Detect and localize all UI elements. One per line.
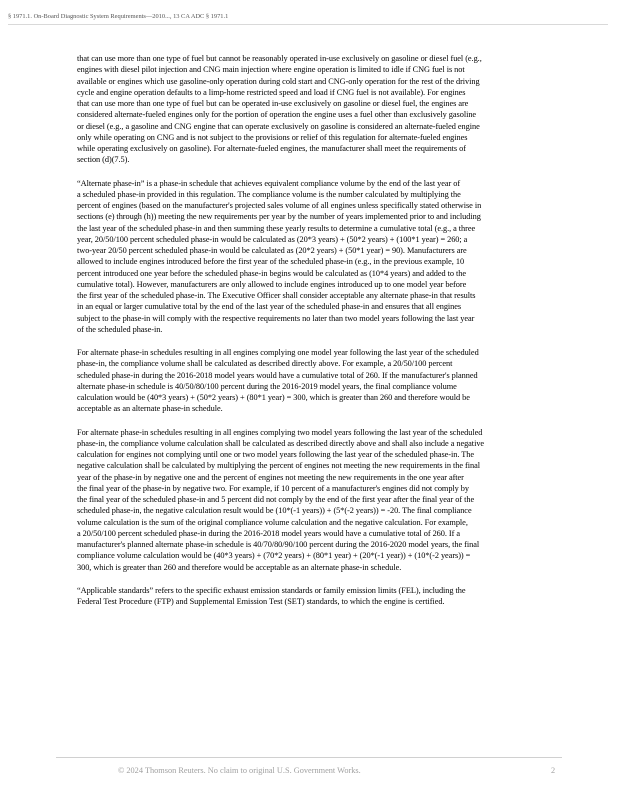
paragraph-applicable-standards: “Applicable standards” refers to the specific exhaust emission standards or family emission limits (FEL), including the Federal Test Procedure (FTP) and Supplemental Emission Test (SET) standards, to which the engine is certified. (77, 585, 466, 606)
page-number: 2 (551, 766, 556, 775)
running-header: § 1971.1. On-Board Diagnostic System Requirements—2010..., 13 CA ADC § 1971.1 (8, 13, 229, 20)
paragraph-two-year-phase-in: For alternate phase-in schedules resulting in all engines complying two model years following the last year of the scheduled phase-in, the compliance volume calculation shall be calculated as described directly above and shall also include a negative calculation for engines not complying until one or two model years following the last year of the scheduled phase-in. The negative calculation shall be calculated by multiplying the percent of engines not meeting the new requirements in the final year of the phase-in by negative one and the percent of engines not meeting the new requirements in the one year after the final year of the phase-in by negative two. For example, if 10 percent of a manufacturer's engines did not comply by the final year of the scheduled phase-in and 5 percent did not comply by the end of the first year after the final year of the scheduled phase-in, the negative calculation result would be (10*(-1 years)) + (5*(-2 years)) = -20. The final compliance volume calculation is the sum of the original compliance volume calculation and the negative calculation. For example, a 20/50/100 percent scheduled phase-in during the 2016-2018 model years would have a cumulative total of 260. If a manufacturer's planned alternate phase-in schedule is 40/70/80/90/100 percent during the 2016-2020 model years, the final compliance volume calculation would be (40*3 years) + (70*2 years) + (80*1 year) + (20*(-1 year)) + (10*(-2 years)) = 300, which is greater than 260 and therefore would be acceptable as an alternate phase-in schedule. (77, 427, 485, 572)
paragraph-one-year-phase-in: For alternate phase-in schedules resulting in all engines complying one model year following the last year of the scheduled phase-in, the compliance volume shall be calculated as described directly above. For example, a 20/50/100 percent scheduled phase-in during the 2016-2018 model years would have a cumulative total of 260. If the manufacturer's planned alternate phase-in schedule is 40/50/80/100 percent during the 2016-2019 model years, the final compliance volume calculation would be (40*3 years) + (50*2 years) + (80*1 year) = 300, which is greater than 260 and therefore would be acceptable as an alternate phase-in schedule. (77, 348, 479, 414)
footer-copyright: © 2024 Thomson Reuters. No claim to original U.S. Government Works. (118, 766, 361, 775)
header-divider (8, 24, 608, 25)
document-body (77, 53, 553, 619)
paragraph-alternate-phase-in-definition: “Alternate phase-in” is a phase-in schedule that achieves equivalent compliance volume by the end of the last year of a scheduled phase-in provided in this regulation. The compliance volume is the number calculated by multiplying the percent of engines (based on the manufacturer's projected sales volume of all engines unless specifically stated otherwise in sections (e) through (h)) meeting the new requirements per year by the number of years implemented prior to and including the last year of the scheduled phase-in and then summing these yearly results to determine a cumulative total (e.g., a three year, 20/50/100 percent scheduled phase-in would be calculated as (20*3 years) + (50*2 years) + (100*1 year) = 260; a two-year 20/50 percent scheduled phase-in would be calculated as (20*2 years) + (50*1 year) = 90). Manufacturers are allowed to include engines introduced before the first year of the scheduled phase-in (e.g., in the previous example, 10 percent introduced one year before the scheduled phase-in begins would be calculated as (10*4 years) and added to the cumulative total). However, manufacturers are only allowed to include engines introduced up to one model year before the first year of the scheduled phase-in. The Executive Officer shall consider acceptable any alternate phase-in that results in an equal or larger cumulative total by the end of the last year of the scheduled phase-in and ensures that all engines subject to the phase-in will comply with the respective requirements no later than two model years following the last year of the scheduled phase-in. (77, 178, 482, 334)
footer-divider (56, 757, 562, 758)
paragraph-alternate-fueled-continued: that can use more than one type of fuel but cannot be reasonably operated in-use exclusively on gasoline or diesel fuel (e.g., engines with diesel pilot injection and CNG main injection where engine operation is limited to idle if CNG fuel is not available or engines which use gasoline-only operation during cold start and CNG-only operation for the rest of the driving cycle and engine operation defaults to a limp-home restricted speed and load if CNG fuel is not available). For engines that can use more than one type of fuel but can be operated in-use exclusively on gasoline or diesel fuel, the engines are considered alternate-fueled engines only for the portion of operation the engine uses a fuel other than exclusively gasoline or diesel (e.g., a gasoline and CNG engine that can operate exclusively on gasoline is considered an alternate-fueled engine only while operating on CNG and is not subject to the provisions or relief of this regulation for alternate-fueled engines while operating exclusively on gasoline). For alternate-fueled engines, the manufacturer shall meet the requirements of section (d)(7.5). (77, 54, 482, 165)
